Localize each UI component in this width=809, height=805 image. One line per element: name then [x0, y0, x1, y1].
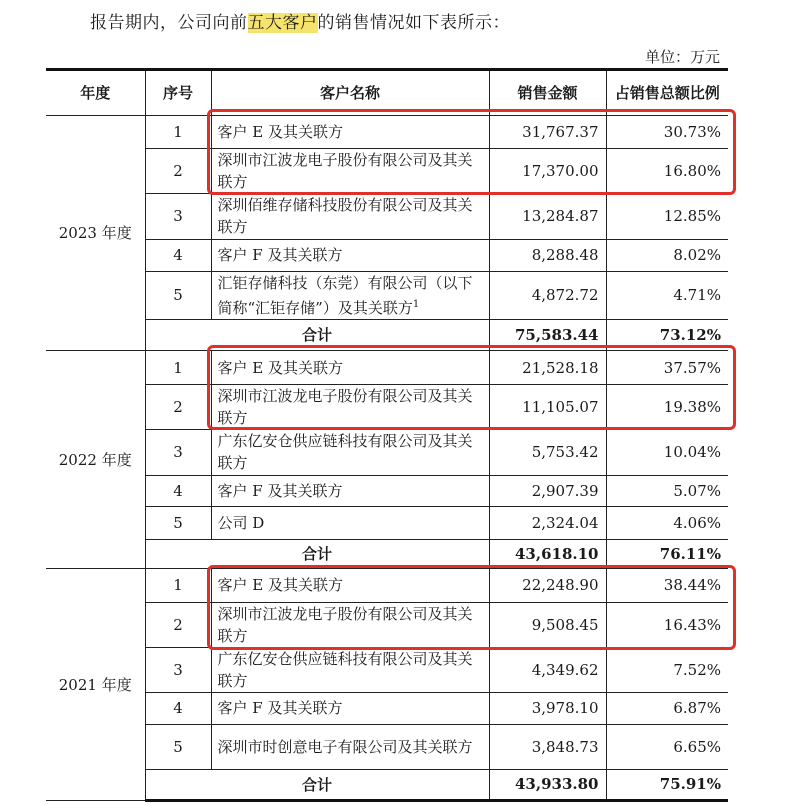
table-row — [46, 116, 728, 149]
amount-cell: 4,872.72 — [489, 271, 606, 319]
customer-name-cell — [211, 693, 489, 724]
customer-name: 深圳市时创意电子有限公司及其关联方 — [217, 737, 473, 756]
customer-name-cell — [211, 149, 489, 194]
header-customer: 客户名称 — [211, 70, 489, 116]
header-ratio: 占销售总额比例 — [606, 70, 728, 116]
seq-cell: 5 — [145, 506, 211, 539]
table-row — [46, 724, 728, 769]
ratio-cell: 6.65% — [606, 724, 728, 769]
seq-cell: 2 — [145, 603, 211, 648]
year-cell: 2023 年度 — [46, 116, 145, 351]
amount-cell: 11,105.07 — [489, 385, 606, 430]
seq-cell: 3 — [145, 194, 211, 239]
ratio-cell: 19.38% — [606, 385, 728, 430]
seq-cell: 4 — [145, 693, 211, 724]
table-row — [46, 350, 728, 384]
customer-name-cell — [211, 194, 489, 239]
customer-name-cell — [211, 350, 489, 384]
seq-cell: 3 — [145, 648, 211, 693]
seq-cell: 4 — [145, 475, 211, 506]
ratio-cell: 38.44% — [606, 568, 728, 602]
total-ratio: 73.12% — [606, 319, 728, 350]
seq-cell: 3 — [145, 430, 211, 475]
table-header-row — [46, 70, 728, 116]
customer-name-cell — [211, 239, 489, 271]
amount-cell: 2,324.04 — [489, 506, 606, 539]
ratio-cell: 4.71% — [606, 271, 728, 319]
table-row — [46, 271, 728, 319]
year-cell: 2021 年度 — [46, 568, 145, 800]
table-row — [46, 693, 728, 724]
table-row — [46, 506, 728, 539]
intro-text-after: 的销售情况如下表所示： — [317, 13, 510, 33]
customer-name-cell — [211, 648, 489, 693]
seq-cell: 5 — [145, 724, 211, 769]
customer-name: 客户 E 及其关联方 — [217, 358, 343, 377]
customer-name: 客户 F 及其关联方 — [217, 481, 343, 500]
ratio-cell: 16.43% — [606, 603, 728, 648]
table-row — [46, 648, 728, 693]
table-row — [46, 385, 728, 430]
table-row — [46, 239, 728, 271]
table-row — [46, 475, 728, 506]
header-amount: 销售金额 — [489, 70, 606, 116]
seq-cell: 5 — [145, 271, 211, 319]
customer-name-cell — [211, 568, 489, 602]
amount-cell: 3,978.10 — [489, 693, 606, 724]
ratio-cell: 6.87% — [606, 693, 728, 724]
total-ratio: 75.91% — [606, 769, 728, 800]
customer-name: 广东亿安仓供应链科技有限公司及其关联方 — [217, 650, 473, 691]
seq-cell: 1 — [145, 568, 211, 602]
table-row — [46, 603, 728, 648]
customer-name-cell — [211, 271, 489, 319]
ratio-cell: 7.52% — [606, 648, 728, 693]
ratio-cell: 5.07% — [606, 475, 728, 506]
total-row — [46, 539, 728, 568]
top-five-customers-table — [46, 68, 728, 802]
customer-name-cell — [211, 724, 489, 769]
amount-cell: 13,284.87 — [489, 194, 606, 239]
seq-cell: 4 — [145, 239, 211, 271]
customer-name-cell — [211, 385, 489, 430]
total-label: 合计 — [145, 319, 489, 350]
amount-cell: 22,248.90 — [489, 568, 606, 602]
total-amount: 43,618.10 — [489, 539, 606, 568]
customer-name: 深圳市江波龙电子股份有限公司及其关联方 — [217, 605, 473, 646]
seq-cell: 1 — [145, 116, 211, 149]
amount-cell: 5,753.42 — [489, 430, 606, 475]
ratio-cell: 8.02% — [606, 239, 728, 271]
total-amount: 43,933.80 — [489, 769, 606, 800]
amount-cell: 2,907.39 — [489, 475, 606, 506]
ratio-cell: 30.73% — [606, 116, 728, 149]
ratio-cell: 12.85% — [606, 194, 728, 239]
amount-cell: 21,528.18 — [489, 350, 606, 384]
footnote-marker: 1 — [412, 298, 420, 310]
ratio-cell: 4.06% — [606, 506, 728, 539]
table-row — [46, 568, 728, 602]
amount-cell: 31,767.37 — [489, 116, 606, 149]
total-label: 合计 — [145, 769, 489, 800]
customer-name: 深圳市江波龙电子股份有限公司及其关联方 — [217, 387, 473, 428]
intro-sentence — [90, 8, 510, 33]
total-amount: 75,583.44 — [489, 319, 606, 350]
table-row — [46, 430, 728, 475]
customer-name: 汇钜存储科技（东莞）有限公司（以下简称“汇钜存储”）及其关联方 — [217, 273, 473, 317]
total-row — [46, 319, 728, 350]
customer-name: 公司 D — [217, 513, 265, 532]
header-seq: 序号 — [145, 70, 211, 116]
amount-cell: 4,349.62 — [489, 648, 606, 693]
customer-name: 客户 F 及其关联方 — [217, 699, 343, 718]
seq-cell: 2 — [145, 149, 211, 194]
customer-name: 深圳佰维存储科技股份有限公司及其关联方 — [217, 196, 473, 237]
customer-name: 客户 E 及其关联方 — [217, 123, 343, 142]
intro-highlight: 五大客户 — [247, 13, 318, 33]
seq-cell: 2 — [145, 385, 211, 430]
intro-text-before: 报告期内，公司向前 — [90, 13, 248, 33]
ratio-cell: 37.57% — [606, 350, 728, 384]
customer-name: 客户 E 及其关联方 — [217, 576, 343, 595]
customer-name-cell — [211, 603, 489, 648]
table-row — [46, 149, 728, 194]
customer-name-cell — [211, 430, 489, 475]
unit-label: 单位：万元 — [644, 48, 720, 66]
customer-name-cell — [211, 116, 489, 149]
amount-cell: 9,508.45 — [489, 603, 606, 648]
year-cell: 2022 年度 — [46, 350, 145, 568]
customer-name: 客户 F 及其关联方 — [217, 246, 343, 265]
customer-name: 深圳市江波龙电子股份有限公司及其关联方 — [217, 151, 473, 192]
ratio-cell: 10.04% — [606, 430, 728, 475]
seq-cell: 1 — [145, 350, 211, 384]
amount-cell: 17,370.00 — [489, 149, 606, 194]
amount-cell: 8,288.48 — [489, 239, 606, 271]
total-ratio: 76.11% — [606, 539, 728, 568]
table-body — [46, 116, 728, 801]
header-year: 年度 — [46, 70, 145, 116]
table-row — [46, 194, 728, 239]
customer-name-cell — [211, 506, 489, 539]
total-row — [46, 769, 728, 800]
total-label: 合计 — [145, 539, 489, 568]
ratio-cell: 16.80% — [606, 149, 728, 194]
customer-name: 广东亿安仓供应链科技有限公司及其关联方 — [217, 432, 473, 473]
customer-name-cell — [211, 475, 489, 506]
amount-cell: 3,848.73 — [489, 724, 606, 769]
